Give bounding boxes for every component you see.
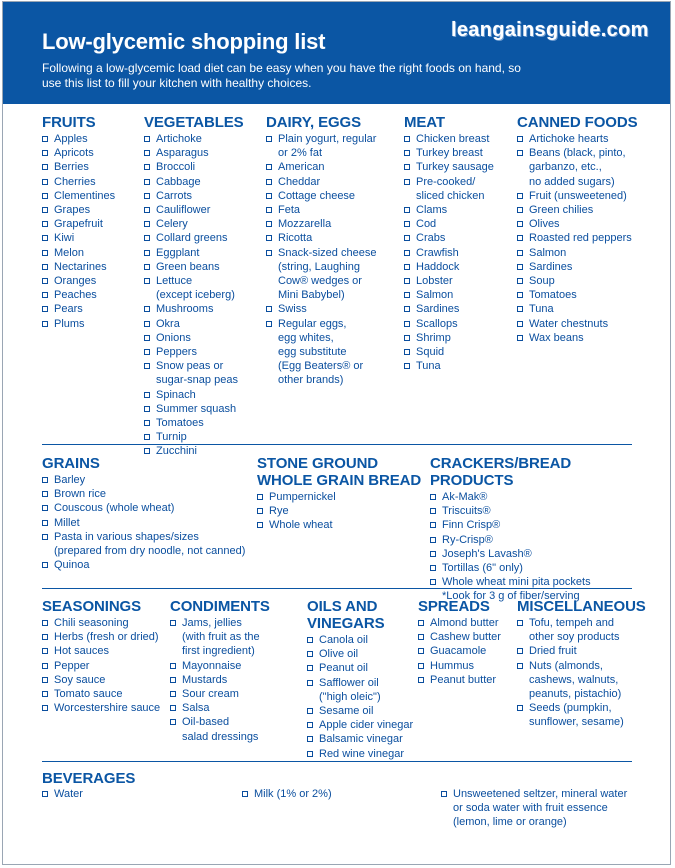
list-item: American <box>266 160 398 174</box>
list-item: Lobster <box>404 274 512 288</box>
list-item: Olive oil <box>307 647 417 661</box>
item-list <box>430 490 640 589</box>
list-item: Whole wheat <box>257 518 422 532</box>
section-title: CONDIMENTS <box>170 598 270 615</box>
item-list <box>307 633 417 761</box>
list-item: Berries <box>42 160 137 174</box>
list-item: Nuts (almonds, cashews, walnuts, peanuts, pistachio) <box>517 659 647 702</box>
list-item: Pears <box>42 302 137 316</box>
list-item: Turkey sausage <box>404 160 512 174</box>
list-item: Rye <box>257 504 422 518</box>
list-item: Sardines <box>517 260 645 274</box>
list-item: Tomatoes <box>517 288 645 302</box>
divider <box>42 444 632 445</box>
list-item: Guacamole <box>418 644 514 658</box>
section-title: SPREADS <box>418 598 490 615</box>
section-meat <box>404 114 512 373</box>
list-item: Clementines <box>42 189 137 203</box>
section-fruits <box>42 114 137 331</box>
list-item: Tuna <box>517 302 645 316</box>
beverage-item: Unsweetened seltzer, mineral water or soda water with fruit essence (lemon, lime or orange) <box>441 787 658 830</box>
beverage-item: Milk (1% or 2%) <box>242 787 434 801</box>
list-item: Regular eggs, egg whites, egg substitute (Egg Beaters® or other brands) <box>266 317 398 388</box>
list-item: Couscous (whole wheat) <box>42 501 252 515</box>
page-subtitle: Following a low-glycemic load diet can be easy when you have the right foods on hand, so use this list to fill your kitchen with healthy choices. <box>42 61 521 90</box>
section-title: FRUITS <box>42 114 96 131</box>
list-item: Water chestnuts <box>517 317 645 331</box>
section-miscellaneous <box>517 598 647 730</box>
list-item: Triscuits® <box>430 504 640 518</box>
list-item: Turkey breast <box>404 146 512 160</box>
list-item: Cheddar <box>266 175 398 189</box>
item-list <box>404 132 512 373</box>
list-item: Salmon <box>517 246 645 260</box>
list-item: Collard greens <box>144 231 259 245</box>
item-list <box>144 132 259 459</box>
fiber-note: *Look for 3 g of fiber/serving <box>442 590 580 603</box>
list-item: Pumpernickel <box>257 490 422 504</box>
list-item: Cottage cheese <box>266 189 398 203</box>
section-stone-ground-bread <box>257 455 422 533</box>
list-item: Grapefruit <box>42 217 137 231</box>
list-item: Green chilies <box>517 203 645 217</box>
list-item: Balsamic vinegar <box>307 732 417 746</box>
list-item: Ry-Crisp® <box>430 533 640 547</box>
list-item: Spinach <box>144 388 259 402</box>
list-item: Peaches <box>42 288 137 302</box>
list-item: Ak-Mak® <box>430 490 640 504</box>
item-list <box>418 616 514 687</box>
section-title: VEGETABLES <box>144 114 244 131</box>
section-vegetables <box>144 114 259 459</box>
section-seasonings <box>42 598 167 715</box>
list-item: Turnip <box>144 430 259 444</box>
list-item: Apple cider vinegar <box>307 718 417 732</box>
list-item: Zucchini <box>144 444 259 458</box>
list-item: Artichoke hearts <box>517 132 645 146</box>
section-title: DAIRY, EGGS <box>266 114 362 131</box>
list-item: Dried fruit <box>517 644 647 658</box>
page-title: Low-glycemic shopping list <box>42 29 326 54</box>
list-item: Fruit (unsweetened) <box>517 189 645 203</box>
list-item: Cauliflower <box>144 203 259 217</box>
list-item: Eggplant <box>144 246 259 260</box>
list-item: Lettuce (except iceberg) <box>144 274 259 302</box>
list-item: Crabs <box>404 231 512 245</box>
list-item: Carrots <box>144 189 259 203</box>
section-title: MEAT <box>404 114 445 131</box>
list-item: Plums <box>42 317 137 331</box>
list-item: Oil-based salad dressings <box>170 715 298 743</box>
list-item: Oranges <box>42 274 137 288</box>
section-canned-foods <box>517 114 645 345</box>
section-title: CANNED FOODS <box>517 114 638 131</box>
list-item: Worcestershire sauce <box>42 701 167 715</box>
list-item: Salmon <box>404 288 512 302</box>
list-item: Soy sauce <box>42 673 167 687</box>
list-item: Sardines <box>404 302 512 316</box>
list-item: Olives <box>517 217 645 231</box>
list-item: Ricotta <box>266 231 398 245</box>
list-item: Chili seasoning <box>42 616 167 630</box>
list-item: Tuna <box>404 359 512 373</box>
list-item: Peanut oil <box>307 661 417 675</box>
watermark-logo: leangainsguide.com <box>451 19 649 41</box>
list-item: Feta <box>266 203 398 217</box>
list-item: Swiss <box>266 302 398 316</box>
list-item: Sour cream <box>170 687 298 701</box>
list-item: Apricots <box>42 146 137 160</box>
item-list <box>266 132 398 388</box>
list-item: Brown rice <box>42 487 252 501</box>
list-item: Cabbage <box>144 175 259 189</box>
list-item: Soup <box>517 274 645 288</box>
list-item: Snow peas or sugar-snap peas <box>144 359 259 387</box>
list-item: Hot sauces <box>42 644 167 658</box>
item-list <box>517 616 647 730</box>
list-item: Tomato sauce <box>42 687 167 701</box>
list-item: Shrimp <box>404 331 512 345</box>
list-item: Roasted red peppers <box>517 231 645 245</box>
list-item: Broccoli <box>144 160 259 174</box>
section-title: OILS AND VINEGARS <box>307 598 385 632</box>
list-item: Wax beans <box>517 331 645 345</box>
section-grains <box>42 455 252 572</box>
list-item: Nectarines <box>42 260 137 274</box>
list-item: Mustards <box>170 673 298 687</box>
section-title: SEASONINGS <box>42 598 142 615</box>
section-condiments <box>170 598 298 744</box>
list-item: Beans (black, pinto, garbanzo, etc., no added sugars) <box>517 146 645 189</box>
list-item: Cashew butter <box>418 630 514 644</box>
section-oils-vinegars <box>307 598 417 761</box>
list-item: Pre-cooked/ sliced chicken <box>404 175 512 203</box>
list-item: Kiwi <box>42 231 137 245</box>
list-item: Pepper <box>42 659 167 673</box>
section-title: GRAINS <box>42 455 100 472</box>
list-item: Snack-sized cheese (string, Laughing Cow® wedges or Mini Babybel) <box>266 246 398 303</box>
section-title: STONE GROUND WHOLE GRAIN BREAD <box>257 455 422 489</box>
list-item: Finn Crisp® <box>430 518 640 532</box>
list-item: Joseph's Lavash® <box>430 547 640 561</box>
list-item: Crawfish <box>404 246 512 260</box>
item-list <box>42 473 252 572</box>
list-item: Green beans <box>144 260 259 274</box>
list-item: Pasta in various shapes/sizes (prepared from dry noodle, not canned) <box>42 530 252 558</box>
list-item: Mushrooms <box>144 302 259 316</box>
list-item: Okra <box>144 317 259 331</box>
list-item: Grapes <box>42 203 137 217</box>
list-item: Quinoa <box>42 558 252 572</box>
list-item: Sesame oil <box>307 704 417 718</box>
section-title: MISCELLANEOUS <box>517 598 646 615</box>
list-item: Apples <box>42 132 137 146</box>
divider <box>42 761 632 762</box>
list-item: Artichoke <box>144 132 259 146</box>
item-list <box>517 132 645 345</box>
list-item: Whole wheat mini pita pockets <box>430 575 640 589</box>
list-item: Red wine vinegar <box>307 747 417 761</box>
item-list <box>170 616 298 744</box>
list-item: Peppers <box>144 345 259 359</box>
list-item: Summer squash <box>144 402 259 416</box>
list-item: Tortillas (6" only) <box>430 561 640 575</box>
list-item: Millet <box>42 516 252 530</box>
list-item: Chicken breast <box>404 132 512 146</box>
list-item: Scallops <box>404 317 512 331</box>
list-item: Mozzarella <box>266 217 398 231</box>
list-item: Cherries <box>42 175 137 189</box>
list-item: Cod <box>404 217 512 231</box>
list-item: Jams, jellies (with fruit as the first ingredient) <box>170 616 298 659</box>
item-list <box>42 132 137 331</box>
list-item: Seeds (pumpkin, sunflower, sesame) <box>517 701 647 729</box>
list-item: Melon <box>42 246 137 260</box>
list-item: Mayonnaise <box>170 659 298 673</box>
list-item: Almond butter <box>418 616 514 630</box>
list-item: Tofu, tempeh and other soy products <box>517 616 647 644</box>
list-item: Herbs (fresh or dried) <box>42 630 167 644</box>
section-title: CRACKERS/BREAD PRODUCTS <box>430 455 572 489</box>
list-item: Barley <box>42 473 252 487</box>
list-item: Peanut butter <box>418 673 514 687</box>
list-item: Squid <box>404 345 512 359</box>
list-item: Asparagus <box>144 146 259 160</box>
list-item: Clams <box>404 203 512 217</box>
list-item: Safflower oil ("high oleic") <box>307 676 417 704</box>
section-title-beverages: BEVERAGES <box>42 770 136 787</box>
list-item: Canola oil <box>307 633 417 647</box>
item-list <box>257 490 422 533</box>
section-spreads <box>418 598 514 687</box>
divider <box>42 588 632 589</box>
list-item: Tomatoes <box>144 416 259 430</box>
section-dairy-eggs <box>266 114 398 388</box>
list-item: Salsa <box>170 701 298 715</box>
list-item: Haddock <box>404 260 512 274</box>
list-item: Celery <box>144 217 259 231</box>
beverage-item: Water <box>42 787 234 801</box>
section-crackers-bread <box>430 455 640 604</box>
list-item: Hummus <box>418 659 514 673</box>
list-item: Plain yogurt, regular or 2% fat <box>266 132 398 160</box>
item-list <box>42 616 167 715</box>
list-item: Onions <box>144 331 259 345</box>
